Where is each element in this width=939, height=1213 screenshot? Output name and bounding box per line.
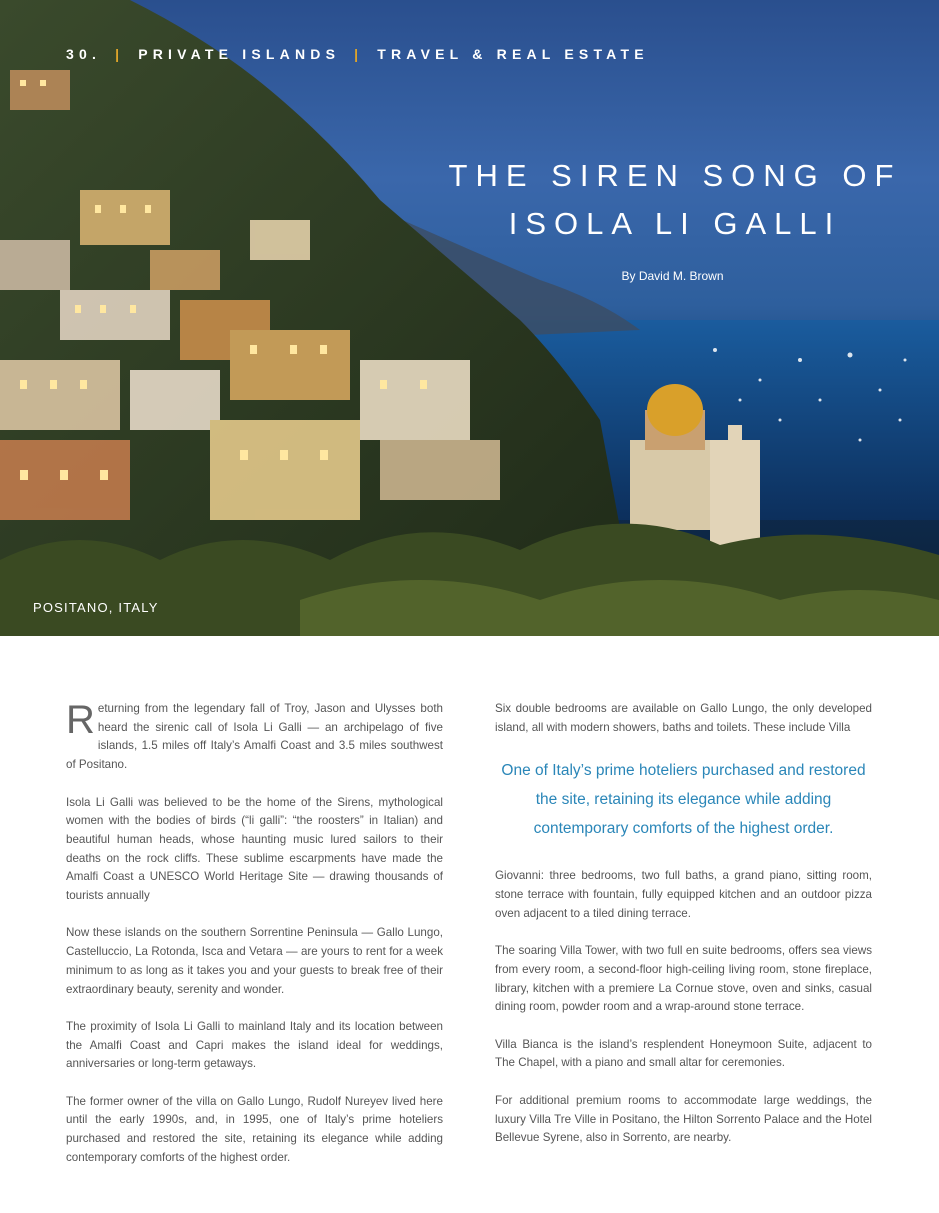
title-line-2: ISOLA LI GALLI [508,206,842,241]
paragraph: For additional premium rooms to accommodate large weddings, the luxury Villa Tre Ville in Positano, the Hilton Sorrento Palace and the Hotel Bellevue Syrene, also in Sorrento, are nearby. [495,1093,872,1145]
column-right [495,700,872,1167]
paragraph: The proximity of Isola Li Galli to mainland Italy and its location between the Amalfi Coast and Capri makes the island ideal for weddings, anniversaries or long-term getaways. [66,1019,443,1071]
header-separator: | [354,46,364,62]
paragraph: Six double bedrooms are available on Gallo Lungo, the only developed island, all with modern showers, baths and toilets. These include Villa [495,702,872,734]
paragraph: Isola Li Galli was believed to be the home of the Sirens, mythological women with the bodies of birds (“li galli”: “the roosters” in Italian) and beautiful human heads, whose haunting music lured sailors to their deaths on the rock cliffs. These sublime escarpments have made the Amalfi Coast a UNESCO World Heritage Site — drawing thousands of tourists annually [66,795,443,903]
paragraph: Villa Bianca is the island’s resplendent Honeymoon Suite, adjacent to The Chapel, with a piano and small altar for ceremonies. [495,1037,872,1070]
pull-quote: One of Italy’s prime hoteliers purchased and restored the site, retaining its elegance while adding contemporary comforts of the highest order. [501,762,866,838]
page-number: 30. [66,46,102,62]
header-separator: | [115,46,125,62]
byline: By David M. Brown [621,269,724,283]
paragraph: Now these islands on the southern Sorrentine Peninsula — Gallo Lungo, Castelluccio, La Rotonda, Isca and Vetara — are yours to rent for a week minimum to as long as it takes you and your guests to break free of their extraordinary beauty, serenity and wonder. [66,926,443,996]
drop-cap: R [66,698,95,742]
paragraph [66,700,443,775]
paragraph-text: eturning from the legendary fall of Troy, Jason and Ulysses both heard the sirenic call of Isola Li Galli — an archipelago of five islands, 1.5 miles off Italy’s Amalfi Coast and 3.5 miles southwest of Positano. [66,702,443,772]
title-line-1: THE SIREN SONG OF [448,158,902,193]
category-name: TRAVEL & REAL ESTATE [377,46,649,62]
column-left [66,700,443,1186]
paragraph: The former owner of the villa on Gallo Lungo, Rudolf Nureyev lived here until the early 1990s, and, in 1995, one of Italy’s prime hoteliers purchased and restored the site, retaining its elegance while adding contemporary comforts of the highest order. [66,1094,443,1164]
paragraph: The soaring Villa Tower, with two full en suite bedrooms, offers sea views from every room, a second-floor high-ceiling living room, stone fireplace, library, kitchen with a premiere La Cornue stove, oven and sinks, casual dining room, powder room and a wrap-around stone terrace. [495,944,872,1014]
paragraph: Giovanni: three bedrooms, two full baths, a grand piano, sitting room, stone terrace with fountain, fully equipped kitchen and an outdoor pizza oven adjacent to a tiled dining terrace. [495,869,872,920]
running-header [66,46,649,62]
article-title [440,152,910,248]
photo-caption: POSITANO, ITALY [33,600,159,615]
section-name: PRIVATE ISLANDS [138,46,341,62]
